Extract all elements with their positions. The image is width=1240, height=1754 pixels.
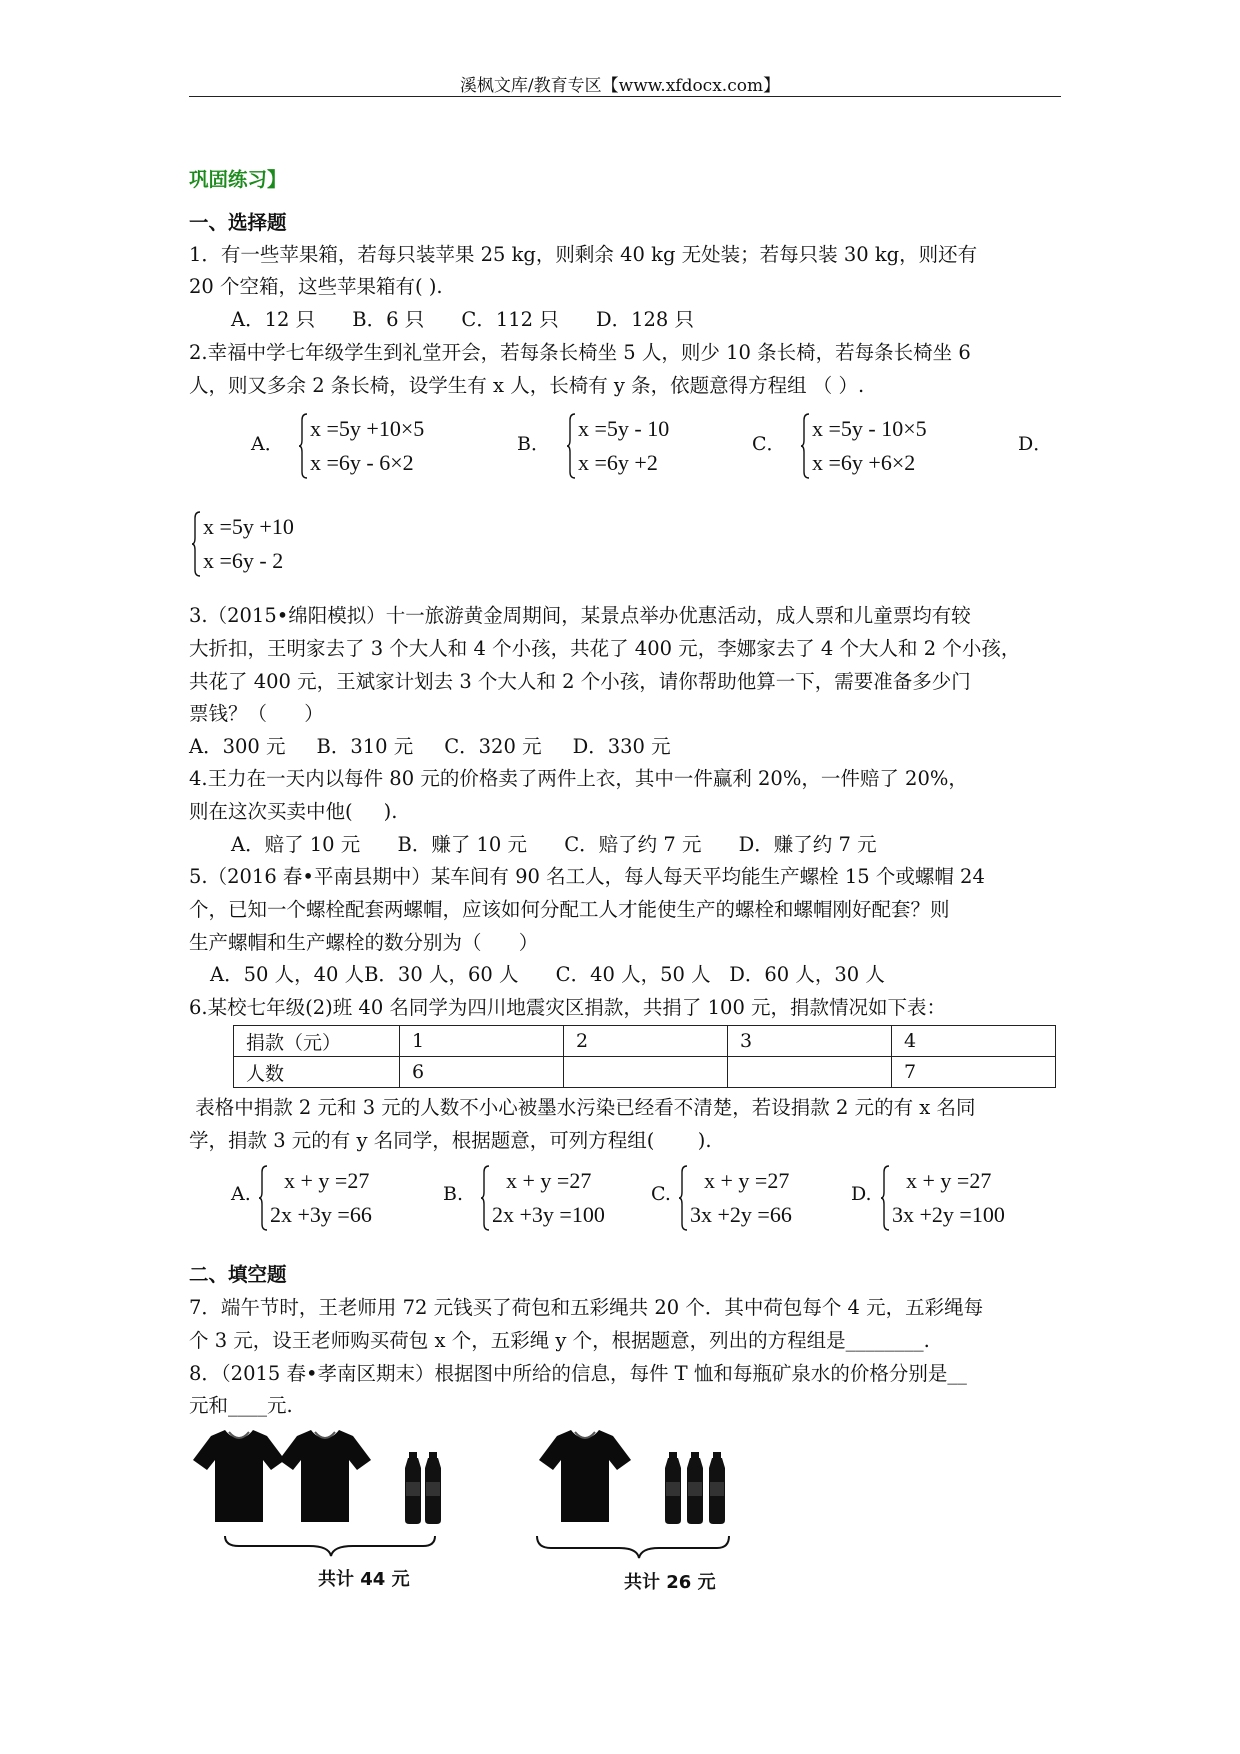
q3-line2: 大折扣，王明家去了 3 个大人和 4 个小孩，共花了 400 元，李娜家去了 4 个大人和 2 个小孩， [189,637,1021,660]
page-header: 溪枫文库/教育专区【www.xfdocx.com】 [459,76,781,96]
q2-label-d: D． [1018,433,1053,455]
water-bottle-icon [425,1452,441,1524]
right-bracket [537,1536,729,1558]
water-bottle-icon [687,1452,703,1524]
q6-line1: 6.某校七年级(2)班 40 名同学为四川地震灾区捐款，共捐了 100 元，捐款情况如下表： [189,996,947,1019]
q5-line2: 个，已知一个螺栓配套两螺帽，应该如何分配工人才能使生产的螺栓和螺帽刚好配套？则 [189,898,950,921]
brace-icon [298,412,308,480]
q2-b-eq1: x =5y - 10 [578,416,670,441]
q3-options: A．300 元 B．310 元 C．320 元 D．330 元 [189,735,671,758]
q8-line2: 元和____元. [189,1394,293,1417]
q5-line1: 5.（2016 春•平南县期中）某车间有 90 名工人，每人每天平均能生产螺栓 15 个或螺帽 24 [189,865,985,888]
q3-line1: 3.（2015•绵阳模拟）十一旅游黄金周期间，某景点举办优惠活动，成人票和儿童票均有较 [189,604,971,627]
table-cell: 捐款（元） [234,1026,400,1057]
table-row [234,1057,1056,1088]
left-bracket [225,1536,435,1556]
section-title: 巩固练习】 [189,168,287,191]
water-bottle-icon [709,1452,725,1524]
q6-a-eq2: 2x +3y =66 [270,1202,372,1227]
q2-b-eq2: x =6y +2 [578,450,658,475]
table-cell: 2 [564,1026,728,1057]
water-bottle-icon [405,1452,421,1524]
q3-line3: 共花了 400 元，王斌家计划去 3 个大人和 2 个小孩，请你帮助他算一下，需要准备多少门 [189,670,971,693]
q2-c-eq2: x =6y +6×2 [812,450,916,475]
tshirt-icon [193,1430,285,1522]
q8-line1: 8．（2015 春•孝南区期末）根据图中所给的信息，每件 T 恤和每瓶矿泉水的价格分别是__ [189,1362,967,1385]
q7-line1: 7．端午节时，王老师用 72 元钱买了荷包和五彩绳共 20 个．其中荷包每个 4 元，五彩绳每 [189,1296,984,1319]
q3-line4: 票钱？（ ） [189,702,324,725]
brace-icon [678,1164,688,1232]
q2-line2: 人，则又多余 2 条长椅，设学生有 x 人，长椅有 y 条，依题意得方程组 （ ）. [189,374,865,397]
header-rule [189,96,1061,97]
q6-label-c: C. [651,1183,671,1205]
q1-line2: 20 个空箱，这些苹果箱有( ). [189,275,443,298]
table-cell: 1 [400,1026,564,1057]
q1-line1: 1．有一些苹果箱，若每只装苹果 25 kg，则剩余 40 kg 无处装；若每只装 30 kg，则还有 [189,243,978,266]
q2-label-b: B． [517,433,550,455]
q5-line3: 生产螺帽和生产螺栓的数分别为（ ） [189,931,539,954]
q6-label-a: A. [231,1183,251,1205]
caption-left: 共计 44 元 [318,1569,410,1590]
table-cell: 4 [892,1026,1056,1057]
q2-label-c: C． [752,433,786,455]
part1-title: 一、选择题 [189,211,287,234]
q2-a-eq2: x =6y - 6×2 [310,450,414,475]
q6-line3: 学，捐款 3 元的有 y 名同学，根据题意，可列方程组( ). [189,1129,712,1152]
tshirt-icon [279,1430,371,1522]
q4-line2: 则在这次买卖中他( ). [189,800,398,823]
brace-icon [800,412,810,480]
q6-label-d: D. [851,1183,872,1205]
brace-icon [566,412,576,480]
q2-line1: 2.幸福中学七年级学生到礼堂开会，若每条长椅坐 5 人，则少 10 条长椅，若每条长椅坐 6 [189,341,971,364]
q2-d-eq1: x =5y +10 [203,514,294,539]
part2-title: 二、填空题 [189,1263,287,1286]
table-cell: 6 [400,1057,564,1088]
q1-options: A．12 只 B．6 只 C．112 只 D．128 只 [231,308,694,331]
q5-options: A．50 人，40 人B．30 人，60 人 C．40 人，50 人 D．60 人，30 人 [210,963,885,986]
q2-a-eq1: x =5y +10×5 [310,416,425,441]
table-row [234,1026,1056,1057]
caption-right: 共计 26 元 [624,1572,716,1593]
q6-line2: 表格中捐款 2 元和 3 元的人数不小心被墨水污染已经看不清楚，若设捐款 2 元的有 x 名同 [189,1096,976,1119]
brace-icon [191,510,201,578]
q2-c-eq1: x =5y - 10×5 [812,416,927,441]
table-cell: 人数 [234,1057,400,1088]
table-cell: 7 [892,1057,1056,1088]
q4-options: A．赔了 10 元 B．赚了 10 元 C．赔了约 7 元 D．赚了约 7 元 [231,833,877,856]
q2-d-eq2: x =6y - 2 [203,548,284,573]
q6-label-b: B. [443,1183,464,1205]
brace-icon [880,1164,890,1232]
q6-c-eq2: 3x +2y =66 [690,1202,792,1227]
q6-b-eq2: 2x +3y =100 [492,1202,605,1227]
q7-line2: 个 3 元，设王老师购买荷包 x 个，五彩绳 y 个，根据题意，列出的方程组是________. [189,1329,930,1352]
q6-d-eq2: 3x +2y =100 [892,1202,1005,1227]
table-cell [728,1057,892,1088]
brace-icon [480,1164,490,1232]
q6-b-eq1: x + y =27 [506,1168,592,1193]
q2-label-a: A． [251,433,284,455]
water-bottle-icon [665,1452,681,1524]
brace-icon [258,1164,268,1232]
tshirt-icon [539,1430,631,1522]
q6-d-eq1: x + y =27 [906,1168,992,1193]
q6-c-eq1: x + y =27 [704,1168,790,1193]
tshirt-water-figure [189,1420,789,1580]
q4-line1: 4.王力在一天内以每件 80 元的价格卖了两件上衣，其中一件赢利 20%，一件赔了 20%， [189,767,968,790]
q6-a-eq1: x + y =27 [284,1168,370,1193]
table-cell [564,1057,728,1088]
table-cell: 3 [728,1026,892,1057]
donation-table [233,1025,1056,1088]
